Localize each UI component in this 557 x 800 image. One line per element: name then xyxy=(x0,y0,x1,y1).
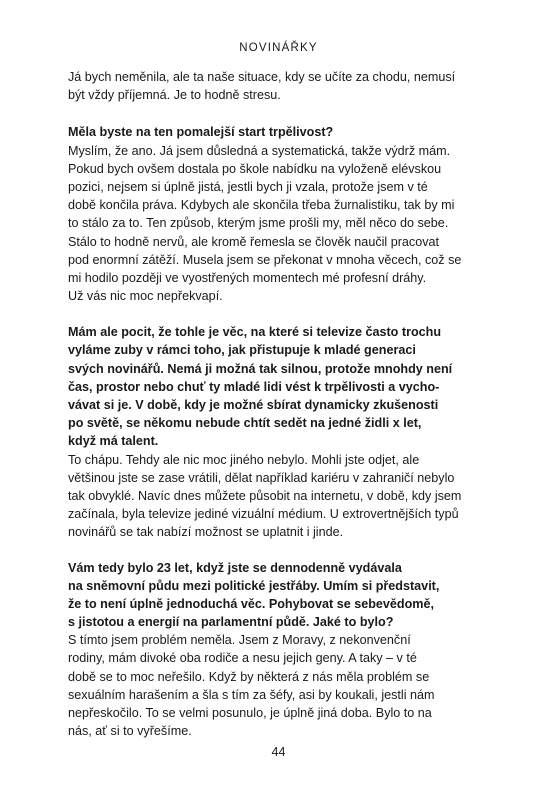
text-line: Já bych neměnila, ale ta naše situace, kdy se učíte za chodu, nemusí xyxy=(68,70,456,84)
question-line: vyláme zuby v rámci toho, jak přistupuje k mladé generaci xyxy=(68,343,416,358)
question-3 xyxy=(68,559,488,632)
question-line: když má talent. xyxy=(68,434,159,449)
text-line: Stálo to hodně nervů, ale kromě řemesla se člověk naučil pracovat xyxy=(68,234,440,249)
question-line: čas, prostor nebo chuť ty mladé lidi vést k trpělivosti a vycho- xyxy=(68,379,440,394)
text-line: začínala, byla televize jediné vizuální médium. U extrovertnějších typů xyxy=(68,507,459,522)
text-line: sexuálním harašením a šla s tím za šéfy, asi by koukali, jestli nám xyxy=(68,687,435,702)
running-head: NOVINÁŘKY xyxy=(239,42,318,54)
text-line: tak obvyklé. Navíc dnes můžete působit na internetu, v době, kdy jsem xyxy=(68,488,462,503)
question-line: Vám tedy bylo 23 let, když jste se dennodenně vydávala xyxy=(68,560,402,575)
text-line: pod enormní zátěží. Musela jsem se překonat v mnoha věcech, což se xyxy=(68,252,462,267)
question-2 xyxy=(68,323,488,450)
text-line: novinářů se tak nabízí možnost se uplatnit i jinde. xyxy=(68,525,344,540)
text-line: nepřeskočilo. To se velmi posunulo, je úplně jiná doba. Bylo to na xyxy=(68,706,432,720)
question-line: svých novinářů. Nemá ji možná tak silnou, protože mnohdy není xyxy=(68,361,453,376)
text-line: Pokud bych ovšem dostala po škole nabídku na vyloženě elévskou xyxy=(68,161,442,176)
text-line: Už vás nic moc nepřekvapí. xyxy=(68,289,223,304)
text-line: pozici, nejsem si úplně jistá, jestli bych ji vzala, protože jsem v té xyxy=(68,179,428,194)
text-line: To chápu. Tehdy ale nic moc jiného nebylo. Mohli jste odjet, ale xyxy=(68,452,420,467)
question-line: po světě, se někomu nebude chtít sedět na jedné židli x let, xyxy=(68,416,422,431)
question-line: na sněmovní půdu mezi politické jestřáby. Umím si představit, xyxy=(68,578,440,593)
text-line: Myslím, že ano. Já jsem důsledná a systematická, takže výdrž mám. xyxy=(68,143,451,158)
text-line: to stálo za to. Ten způsob, kterým jsme prošli my, měl něco do sebe. xyxy=(68,216,449,231)
question-line: že to není úplně jednoduchá věc. Pohybovat se sebevědomě, xyxy=(68,596,435,611)
question-line: Mám ale pocit, že tohle je věc, na které si televize často trochu xyxy=(68,325,442,340)
question-1 xyxy=(68,123,488,141)
text-line: době se to moc neřešilo. Když by některá z nás měla problém se xyxy=(68,669,430,684)
text-line: rodiny, mám divoké oba rodiče a nesu jejich geny. A taky – v té xyxy=(68,651,417,666)
text-line: době končila práva. Kdybych ale skončila třeba žurnalistiku, tak by mi xyxy=(68,198,455,213)
question-line: Měla byste na ten pomalejší start trpělivost? xyxy=(68,125,334,140)
answer-3 xyxy=(68,631,488,740)
answer-1 xyxy=(68,142,488,306)
text-line: S tímto jsem problém neměla. Jsem z Moravy, z nekonvenční xyxy=(68,633,411,648)
question-line: vávat si je. V době, kdy je možné sbírat dynamicky zkušenosti xyxy=(68,398,439,412)
question-line: s jistotou a energií na parlamentní půdě. Jaké to bylo? xyxy=(68,615,394,630)
page-number: 44 xyxy=(271,745,286,759)
answer-2 xyxy=(68,451,488,542)
text-line: většinou jste se zase vrátili, dělat například kariéru v zahraničí nebylo xyxy=(68,470,455,485)
text-line: nás, ať si to vyřešíme. xyxy=(68,724,192,739)
paragraph-intro xyxy=(68,68,488,104)
page-body xyxy=(68,68,488,740)
text-line: být vždy příjemná. Je to hodně stresu. xyxy=(68,88,281,103)
text-line: mi hodilo později ve vyostřených momentech mé profesní dráhy. xyxy=(68,270,427,285)
